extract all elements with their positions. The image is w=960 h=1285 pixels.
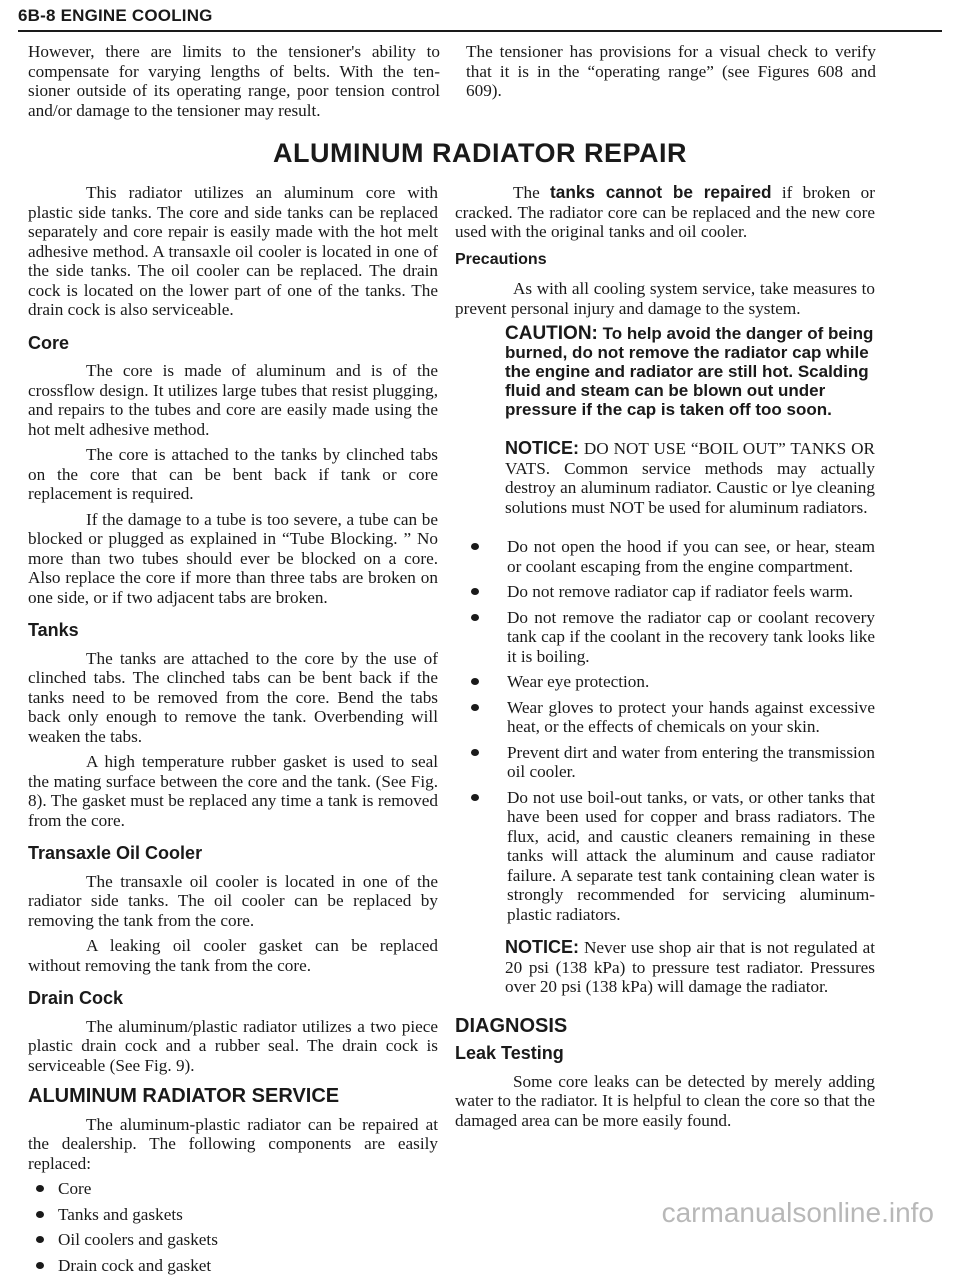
precautions-list — [455, 537, 875, 924]
caution-label: CAUTION: — [505, 323, 598, 344]
bullet-icon — [471, 704, 479, 711]
bullet-icon — [471, 614, 479, 621]
left-column — [28, 183, 438, 1285]
list-item: Do not use boil-out tanks, or vats, or other tanks that have been used for copper and brass radiators. The flux, acid, and caustic cleaners remaining in these tanks will attack the aluminum and cause radiator failure. A separate test tank containing clean water is strongly recommended for servicing aluminum-plastic radiators. — [455, 788, 875, 925]
list-item: Wear gloves to protect your hands against excessive heat, or the effects of chemicals on your skin. — [455, 698, 875, 737]
bullet-icon — [36, 1211, 44, 1218]
core-paragraph-3: If the damage to a tube is too severe, a tube can be blocked or plugged as explained in “Tube Blocking. ” No more than two tubes should ever be blocked on a core. Also replace the core if more than three tabs are broken on one side, or if two adjacent tabs are broken. — [28, 509, 438, 607]
bullet-icon — [36, 1262, 44, 1269]
drain-cock-heading: Drain Cock — [28, 988, 124, 1008]
radiator-service-heading: ALUMINUM RADIATOR SERVICE — [28, 1085, 340, 1107]
tanks-heading: Tanks — [28, 620, 79, 640]
notice-label: NOTICE: — [505, 937, 579, 957]
intro-right-paragraph: The tensioner has provisions for a visual check to verify that it is in the “operating range” (see Figures 608 and 609). — [466, 42, 876, 100]
radiator-service-paragraph: The aluminum-plastic radiator can be repaired at the dealership. The following components are easily replaced: — [28, 1114, 438, 1173]
tanks-repair-paragraph: The tanks cannot be repaired if broken or cracked. The radiator core can be replaced and the new core used with the original tanks and oil cooler. — [455, 182, 876, 241]
caution-text: To help avoid the danger of being burned, do not remove the radiator cap while the engine and radiator are still hot. Scalding fluid and steam can be blown out under pressure if the cap is taken off too soon. — [505, 324, 874, 419]
list-item: Do not open the hood if you can see, or hear, steam or coolant escaping from the engine compartment. — [455, 537, 875, 576]
leak-testing-heading: Leak Testing — [455, 1043, 564, 1063]
core-heading: Core — [28, 332, 70, 353]
right-column — [455, 183, 875, 1136]
notice-block — [505, 439, 875, 517]
list-item: Prevent dirt and water from entering the transmission oil cooler. — [455, 743, 875, 782]
bullet-icon — [471, 543, 479, 550]
list-item: Tanks and gaskets — [28, 1205, 438, 1225]
oil-cooler-paragraph-2: A leaking oil cooler gasket can be replaced without removing the tank from the core. — [28, 936, 438, 975]
list-item: Do not remove radiator cap if radiator feels warm. — [455, 582, 875, 602]
list-item: Wear eye protection. — [455, 672, 875, 692]
precautions-paragraph: As with all cooling system service, take measures to prevent personal injury and damage to the system. — [455, 279, 875, 318]
section-title: ALUMINUM RADIATOR REPAIR — [273, 138, 687, 168]
tanks-paragraph-2: A high temperature rubber gasket is used to seal the mating surface between the core and the tank. (See Fig. 8). The gasket must be replaced any time a tank is removed from the core. — [28, 752, 438, 830]
list-item: Oil coolers and gaskets — [28, 1230, 438, 1250]
notice-label: NOTICE: — [505, 438, 579, 458]
watermark-text: carmanualsonline.info — [661, 1197, 934, 1228]
core-paragraph-1: The core is made of aluminum and is of the crossflow design. It utilizes large tubes that resist plugging, and repairs to the tubes and core are easily made using the hot melt adhesive method. — [28, 361, 438, 439]
list-item: Do not remove the radiator cap or coolant recovery tank cap if the coolant in the recovery tank looks like it is boiling. — [455, 608, 875, 667]
notice-text: Never use shop air that is not regulated at 20 psi (138 kPa) to pressure test radiator. Pressures over 20 psi (138 kPa) will damage the radiator. — [505, 938, 875, 996]
tanks-repair-emphasis: tanks cannot be repaired — [550, 182, 772, 202]
bullet-icon — [36, 1185, 44, 1192]
tanks-paragraph-1: The tanks are attached to the core by the use of clinched tabs. The clinched tabs can be bent back if the tanks need to be removed from the core. Bend the tabs back only enough to remove the tank. Overbending will weaken the tabs. — [28, 648, 438, 746]
replaceable-components-list — [28, 1179, 438, 1275]
list-item: Drain cock and gasket — [28, 1256, 438, 1276]
oil-cooler-paragraph-1: The transaxle oil cooler is located in one of the radiator side tanks. The oil cooler can be replaced by removing the tank from the core. — [28, 871, 438, 930]
pressure-notice-block — [505, 938, 875, 997]
radiator-intro-paragraph: This radiator utilizes an aluminum core with plastic side tanks. The core and side tanks can be replaced separately and core repair is easily made with the hot melt adhesive method. A transaxle oil cooler is located in one of the side tanks. The oil cooler can be replaced. The drain cock is located on the lower part of one of the tanks. The drain cock is also serviceable. — [28, 183, 438, 319]
diagnosis-heading: DIAGNOSIS — [455, 1014, 568, 1037]
bullet-icon — [471, 678, 479, 685]
bullet-icon — [36, 1236, 44, 1243]
precautions-heading: Precautions — [455, 250, 547, 268]
bullet-icon — [471, 749, 479, 756]
drain-cock-paragraph: The aluminum/plastic radiator utilizes a two piece plastic drain cock and a rubber seal. The drain cock is serviceable (See Fig. 9). — [28, 1016, 438, 1075]
oil-cooler-heading: Transaxle Oil Cooler — [28, 843, 203, 863]
bullet-icon — [471, 794, 479, 801]
leak-testing-paragraph: Some core leaks can be detected by merely adding water to the radiator. It is helpful to clean the core so that the damaged area can be more easily found. — [455, 1071, 875, 1130]
caution-block — [505, 324, 875, 419]
page-header: 6B-8 ENGINE COOLING — [18, 6, 942, 32]
notice-text: DO NOT USE “BOIL OUT” TANKS OR VATS. Common service methods may actually destroy an aluminum radiator. Caustic or lye cleaning solutions must NOT be used for aluminum radiators. — [505, 439, 875, 517]
intro-left-paragraph: However, there are limits to the tensioner's ability to compensate for varying lengths of belts. With the ten- sioner outside of its operating range, poor tension control and/or damage to the tensioner may result. — [28, 42, 440, 120]
bullet-icon — [471, 588, 479, 595]
core-paragraph-2: The core is attached to the tanks by clinched tabs on the core that can be bent back if tank or core replacement is required. — [28, 445, 438, 503]
list-item: Core — [28, 1179, 438, 1199]
